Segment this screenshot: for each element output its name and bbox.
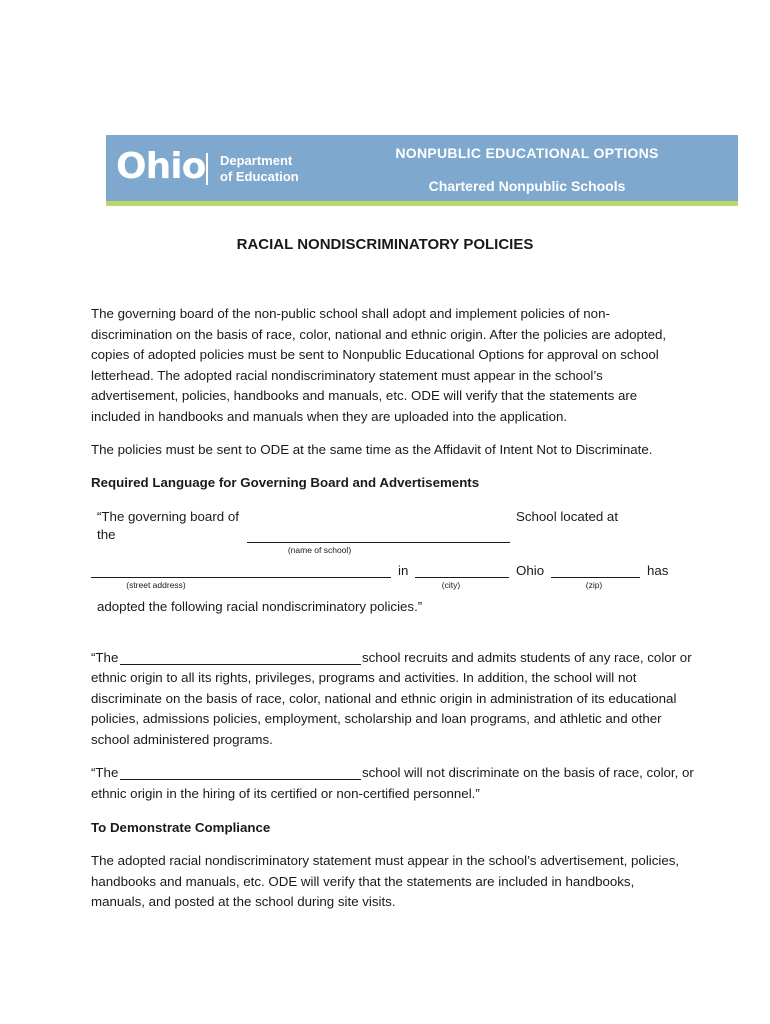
document-title: RACIAL NONDISCRIMINATORY POLICIES [236,236,534,253]
ohio-text: Ohio [516,563,545,578]
governing-board-text: “The governing board of [97,509,239,524]
street-address-field[interactable] [91,577,391,578]
banner-title: NONPUBLIC EDUCATIONAL OPTIONS [395,145,659,161]
school-located-text: School located at [516,509,619,524]
adopted-text: adopted the following racial nondiscriminatory policies.” [97,599,423,614]
street-address-caption: (street address) [126,580,186,590]
affidavit-paragraph: The policies must be sent to ODE at the same time as the Affidavit of Intent Not to Discriminate. [91,442,653,457]
statement1-body: ethnic origin to all its rights, privileges, programs and activities. In addition, the school will not discriminate on the basis of race, color, national and ethnic origin in administration of its educational policies, admissions policies, employment, scholarship and loan programs, and athletic and other school administered programs. [91,670,677,747]
intro-paragraph: The governing board of the non-public school shall adopt and implement policies of non-discrimination on the basis of race, color, national and ethnic origin. After the policies are adopted, copies of adopted policies must be sent to Nonpublic Educational Options for approval on school letterhead. The adopted racial nondiscriminatory statement must appear in the school’s advertisement, policies, handbooks and manuals, etc. ODE will verify that the statements are included in handbooks and manuals when they are uploaded into the application. [91,306,667,424]
zip-field[interactable] [551,577,640,578]
banner-subtitle: Chartered Nonpublic Schools [428,178,626,194]
governing-board-text-2: the [97,527,116,542]
city-field[interactable] [415,577,509,578]
statement2-open: “The [91,765,119,780]
required-language-heading: Required Language for Governing Board and Advertisements [91,475,480,490]
in-text: in [398,563,409,578]
statement2-first-line: school will not discriminate on the basis of race, color, or [362,765,694,780]
statement2-body: ethnic origin in the hiring of its certified or non-certified personnel.” [91,786,480,801]
zip-caption: (zip) [585,580,603,590]
header-banner [106,135,738,206]
has-text: has [647,563,669,578]
school-name-field[interactable] [247,542,510,543]
compliance-heading: To Demonstrate Compliance [91,820,271,835]
logo-word: Ohio [116,146,206,187]
statement1-open: “The [91,650,119,665]
statement2-school-field[interactable] [120,779,361,780]
logo-dept-line1: Department [220,153,293,168]
logo-department [220,153,299,185]
logo-divider [206,153,208,185]
city-caption: (city) [441,580,461,590]
logo-dept-line2: of Education [220,169,299,184]
statement1-first-line: school recruits and admits students of any race, color or [362,650,692,665]
school-name-caption: (name of school) [287,545,352,555]
ohio-education-logo [106,135,342,201]
compliance-paragraph: The adopted racial nondiscriminatory statement must appear in the school’s advertisement, policies, handbooks and manuals, etc. ODE will verify that the statements are included in handbooks, manuals, and posted at the school during site visits. [91,853,680,910]
statement1-school-field[interactable] [120,664,361,665]
